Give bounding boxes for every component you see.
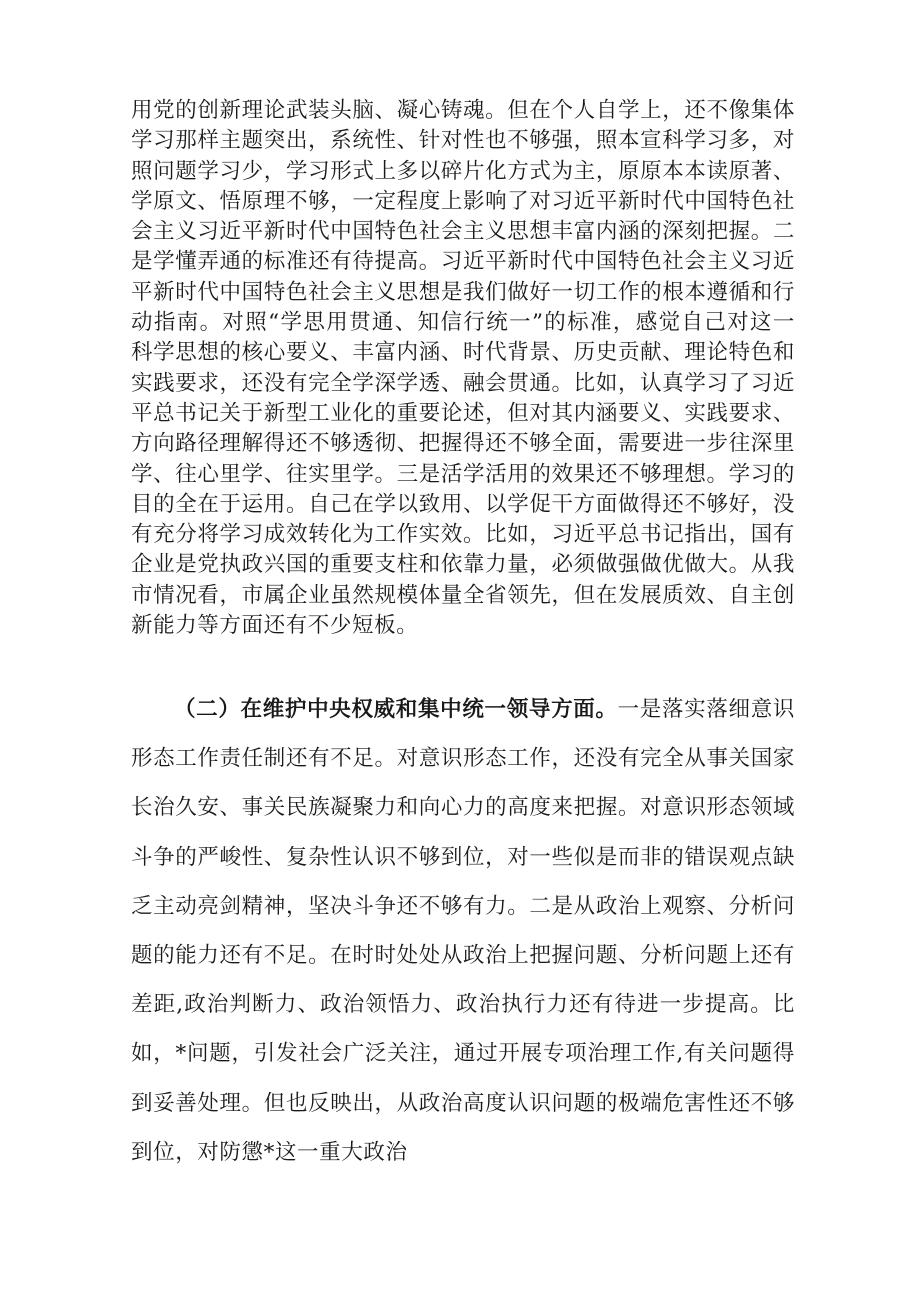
- section-body: 一是落实落细意识形态工作责任制还有不足。对意识形态工作，还没有完全从事关国家长治久安、事关民族凝聚力和向心力的高度来把握。对意识形态领域斗争的严峻性、复杂性认识不够到位，对一些似是而非的错误观点缺乏主动亮剑精神，坚决斗争还不够有力。二是从政治上观察、分析问题的能力还有不足。在时时处处从政治上把握问题、分析问题上还有差距,政治判断力、政治领悟力、政治执行力还有待进一步提高。比如，*问题，引发社会广泛关注，通过开展专项治理工作,有关问题得到妥善处理。但也反映出，从政治高度认识问题的极端危害性还不够到位，对防懲*这一重大政治: [131, 697, 795, 1165]
- section-heading: （二）在维护中央权威和集中统一领导方面。: [174, 697, 618, 722]
- paragraph-study: 用党的创新理论武装头脑、凝心铸魂。但在个人自学上，还不像集体学习那样主题突出，系统性、针对性也不够强，照本宣科学习多，对照问题学习少，学习形式上多以碎片化方式为主，原原本本读原著、学原文、悟原理不够，一定程度上影响了对习近平新时代中国特色社会主义习近平新时代中国特色社会主义思想丰富内涵的深刻把握。二是学懂弄通的标准还有待提高。习近平新时代中国特色社会主义习近平新时代中国特色社会主义思想是我们做好一切工作的根本遵循和行动指南。对照“学思用贯通、知信行统一”的标准，感觉自己对这一科学思想的核心要义、丰富内涵、时代背景、历史贡献、理论特色和实践要求，还没有完全学深学透、融会贯通。比如，认真学习了习近平总书记关于新型工业化的重要论述，但对其内涵要义、实践要求、方向路径理解得还不够透彻、把握得还不够全面，需要进一步往深里学、往心里学、往实里学。三是活学活用的效果还不够理想。学习的目的全在于运用。自己在学以致用、以学促干方面做得还不够好，没有充分将学习成效转化为工作实效。比如，习近平总书记指出，国有企业是党执政兴国的重要支柱和依靠力量，必须做强做优做大。从我市情况看，市属企业虽然规模体量全省领先，但在发展质效、自主创新能力等方面还有不少短板。: [131, 98, 795, 639]
- paragraph-central-authority: [131, 685, 795, 1177]
